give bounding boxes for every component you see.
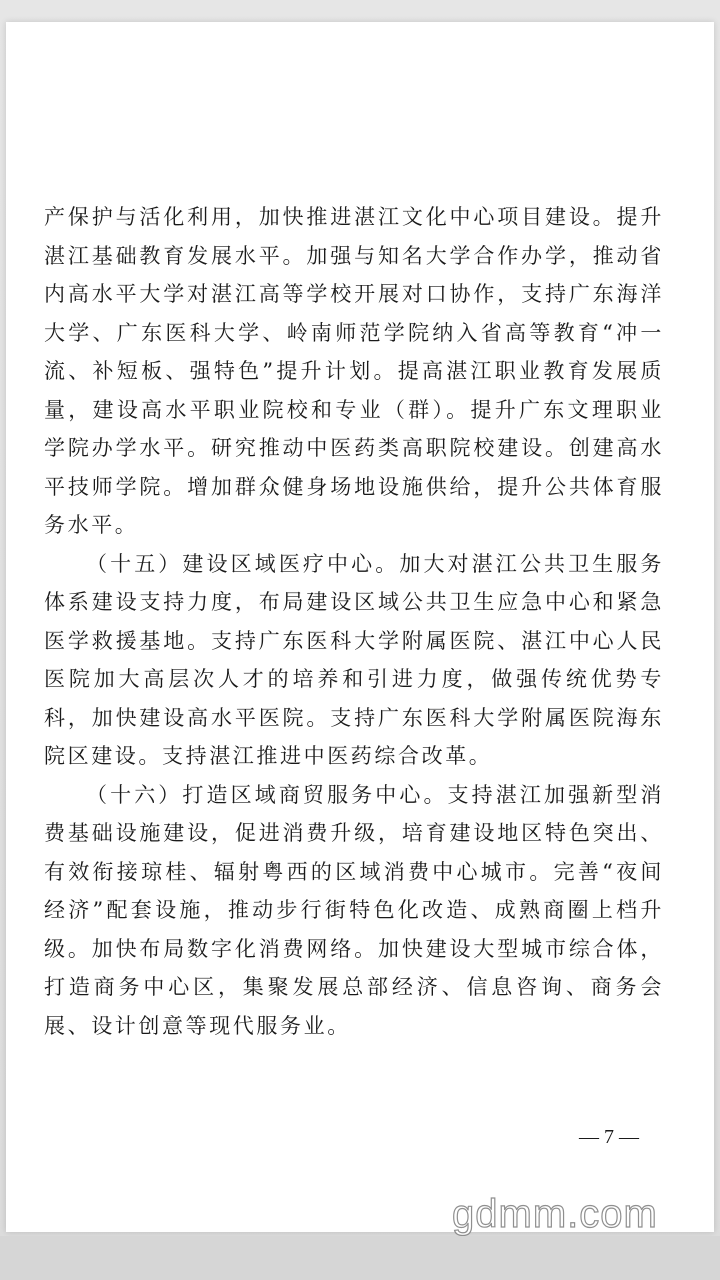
watermark-logo: gdmm.com (452, 1192, 658, 1236)
bottom-band (0, 1236, 720, 1280)
document-body (44, 198, 664, 1045)
paragraph-section-16: （十六）打造区域商贸服务中心。支持湛江加强新型消费基础设施建设，促进消费升级，培育建设地区特色突出、有效衔接琼桂、辐射粤西的区域消费中心城市。完善“夜间经济”配套设施，推动步行街特色化改造、成熟商圈上档升级。加快布局数字化消费网络。加快建设大型城市综合体，打造商务中心区，集聚发展总部经济、信息咨询、商务会展、设计创意等现代服务业。 (44, 782, 664, 1038)
page-number: — 7 — (579, 1126, 639, 1148)
document-page (6, 22, 714, 1232)
paragraph-section-15: （十五）建设区域医疗中心。加大对湛江公共卫生服务体系建设支持力度，布局建设区域公共卫生应急中心和紧急医学救援基地。支持广东医科大学附属医院、湛江中心人民医院加大高层次人才的培养和引进力度，做强传统优势专科，加快建设高水平医院。支持广东医科大学附属医院海东院区建设。支持湛江推进中医药综合改革。 (44, 551, 664, 768)
paragraph-continuation: 产保护与活化利用，加快推进湛江文化中心项目建设。提升湛江基础教育发展水平。加强与知名大学合作办学，推动省内高水平大学对湛江高等学校开展对口协作，支持广东海洋大学、广东医科大学、岭南师范学院纳入省高等教育“冲一流、补短板、强特色”提升计划。提高湛江职业教育发展质量，建设高水平职业院校和专业（群）。提升广东文理职业学院办学水平。研究推动中医药类高职院校建设。创建高水平技师学院。增加群众健身场地设施供给，提升公共体育服务水平。 (44, 205, 664, 537)
